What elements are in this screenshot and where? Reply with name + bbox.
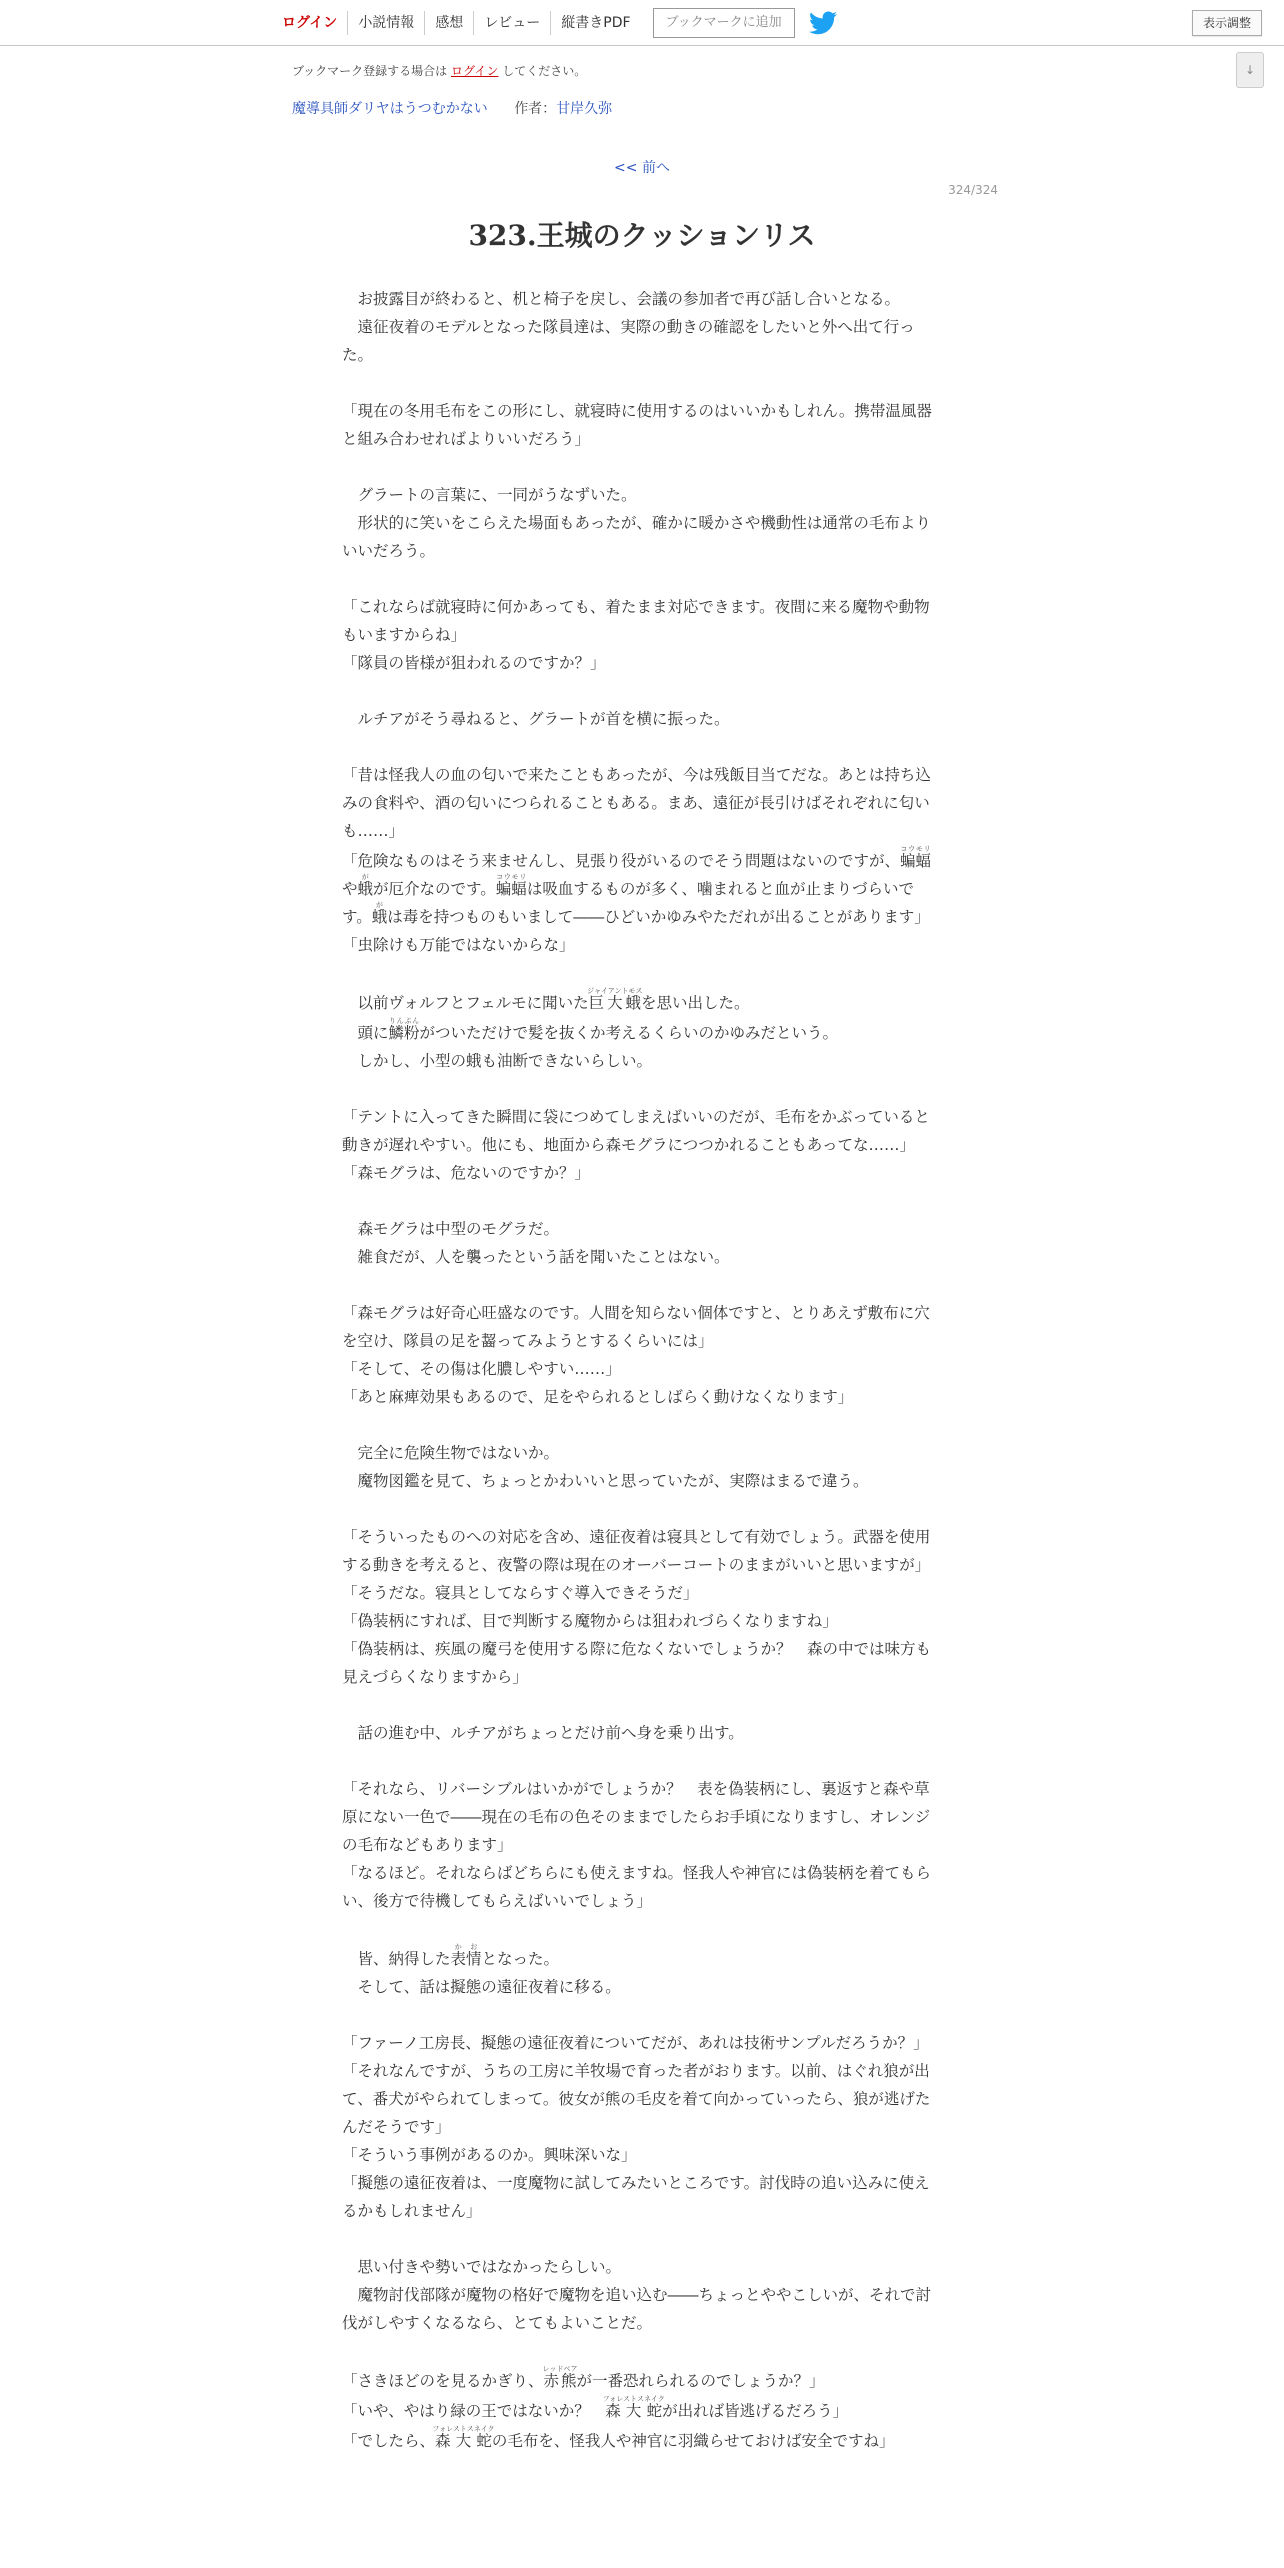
blank-line xyxy=(342,959,942,987)
body-paragraph: 形状的に笑いをこらえた場面もあったが、確かに暖かさや機動性は通常の毛布よりいいだろう。 xyxy=(342,514,931,560)
ruby-text: かお xyxy=(450,1943,482,1951)
author-link[interactable]: 甘岸久弥 xyxy=(556,101,613,117)
body-paragraph: グラートの言葉に、一同がうなずいた。 xyxy=(342,486,637,504)
body-paragraph: 「そして、その傷は化膿しやすい……」 xyxy=(342,1360,621,1378)
text-segment: 「危険なものはそう来ませんし、見張り役がいるのでそう問題はないのですが、 xyxy=(342,852,901,870)
body-paragraph: 「そういったものへの対応を含め、遠征夜着は寝具として有効でしょう。武器を使用する動きを考えると、夜警の際は現在のオーバーコートのままがいいと思いますが」 xyxy=(342,1528,931,1574)
ruby-text: フォレストスネイク xyxy=(602,2395,665,2403)
body-paragraph: お披露目が終わると、机と椅子を戻し、会議の参加者で再び話し合いとなる。 xyxy=(342,290,901,308)
body-paragraph xyxy=(342,845,942,931)
twitter-icon[interactable] xyxy=(809,11,837,35)
nav-login-link[interactable]: ログイン xyxy=(282,15,338,31)
ruby-word xyxy=(450,1943,482,1968)
body-paragraph: 完全に危険生物ではないか。 xyxy=(342,1444,560,1462)
blank-line xyxy=(342,453,942,481)
ruby-word xyxy=(587,987,643,1012)
body-paragraph: そして、話は擬態の遠征夜着に移る。 xyxy=(342,1978,621,1996)
body-paragraph: 「そうだな。寝具としてならすぐ導入できそうだ」 xyxy=(342,1584,699,1602)
ruby-base: 表情 xyxy=(450,1950,482,1968)
nav-vertical-pdf-link[interactable]: 縦書きPDF xyxy=(550,11,640,35)
add-bookmark-button[interactable]: ブックマークに追加 xyxy=(653,8,795,38)
bookmark-note-text: ブックマーク登録する場合は xyxy=(292,64,448,78)
nav-review-link[interactable]: レビュー xyxy=(473,11,550,35)
blank-line xyxy=(342,1747,942,1775)
body-paragraph: 「それなんですが、うちの工房に羊牧場で育った者がおります。以前、はぐれ狼が出て、番犬がやられてしまって。彼女が熊の毛皮を着て向かっていったら、狼が逃げたんだそうです」 xyxy=(342,2062,931,2136)
ruby-text: が xyxy=(357,873,374,881)
body-paragraph: 「そういう事例があるのか。興味深いな」 xyxy=(342,2146,637,2164)
nav-menu xyxy=(272,0,837,46)
ruby-text: コウモリ xyxy=(900,845,932,853)
text-segment: が一番恐れられるのでしょうか？」 xyxy=(576,2372,825,2390)
nav-impressions-link[interactable]: 感想 xyxy=(424,11,473,35)
scroll-down-tab[interactable]: ↓ xyxy=(1236,52,1264,88)
ruby-text: フォレストスネイク xyxy=(432,2425,495,2433)
text-segment: 「でしたら、 xyxy=(342,2432,436,2450)
body-paragraph: 「森モグラは好奇心旺盛なのです。人間を知らない個体ですと、とりあえず敷布に穴を空け、隊員の足を齧ってみようとするくらいには」 xyxy=(342,1304,930,1350)
ruby-base: 蛾 xyxy=(371,908,388,926)
body-paragraph: しかし、小型の蛾も油断できないらしい。 xyxy=(342,1052,653,1070)
body-paragraph xyxy=(342,1017,942,1047)
bookmark-login-note xyxy=(292,62,586,79)
ruby-base: 森大蛇 xyxy=(432,2432,495,2450)
ruby-text: りんぷん xyxy=(388,1017,420,1025)
ruby-text: が xyxy=(371,901,388,909)
body-paragraph: 「昔は怪我人の血の匂いで来たこともあったが、今は残飯目当てだな。あとは持ち込みの食料や、酒の匂いにつられることもある。まあ、遠征が長引けばそれぞれに匂いも……」 xyxy=(342,766,931,840)
prev-page-link-wrap xyxy=(0,157,1284,177)
body-paragraph: 「現在の冬用毛布をこの形にし、就寝時に使用するのはいいかもしれん。携帯温風器と組み合わせればよりいいだろう」 xyxy=(342,402,932,448)
prev-page-link[interactable]: << 前へ xyxy=(614,160,670,176)
text-segment: は吸血するものが多く、噛まれると血が止まりづらいです。 xyxy=(342,880,915,926)
body-paragraph xyxy=(342,2425,942,2455)
blank-line xyxy=(342,1187,942,1215)
blank-line xyxy=(342,1075,942,1103)
blank-line xyxy=(342,565,942,593)
body-paragraph: 「偽装柄にすれば、目で判断する魔物からは狙われづらくなりますね」 xyxy=(342,1612,838,1630)
page-number: 324/324 xyxy=(948,183,998,197)
body-paragraph: 「森モグラは、危ないのですか？」 xyxy=(342,1164,591,1182)
body-paragraph: 「擬態の遠征夜着は、一度魔物に試してみたいところです。討伐時の追い込みに使えるかもしれません」 xyxy=(342,2174,930,2220)
ruby-text: ジャイアントモス xyxy=(587,987,643,995)
text-segment: の毛布を、怪我人や神官に羽織らせておけば安全ですね」 xyxy=(491,2432,895,2450)
body-paragraph: 「ファーノ工房長、擬態の遠征夜着についてだが、あれは技術サンプルだろうか？」 xyxy=(342,2034,929,2052)
body-paragraph: 「なるほど。それならばどちらにも使えますね。怪我人や神官には偽装柄を着てもらい、後方で待機してもらえばいいでしょう」 xyxy=(342,1864,932,1910)
nav-novel-info-link[interactable]: 小説情報 xyxy=(347,11,424,35)
blank-line xyxy=(342,369,942,397)
text-segment: は毒を持つものもいまして――ひどいかゆみやただれが出ることがあります」 xyxy=(387,908,930,926)
body-paragraph xyxy=(342,1943,942,1973)
blank-line xyxy=(342,1495,942,1523)
ruby-word xyxy=(900,845,932,870)
blank-line xyxy=(342,2225,942,2253)
body-paragraph: 「あと麻痺効果もあるので、足をやられるとしばらく動けなくなります」 xyxy=(342,1388,854,1406)
body-paragraph: 思い付きや勢いではなかったらしい。 xyxy=(342,2258,622,2276)
body-paragraph: 「テントに入ってきた瞬間に袋につめてしまえばいいのだが、毛布をかぶっていると動きが遅れやすい。他にも、地面から森モグラにつつかれることもあってな……」 xyxy=(342,1108,930,1154)
body-paragraph xyxy=(342,987,942,1017)
text-segment: が厄介なのです。 xyxy=(373,880,496,898)
novel-title-link[interactable]: 魔導具師ダリヤはうつむかない xyxy=(292,101,488,117)
ruby-base: 巨大蛾 xyxy=(587,994,643,1012)
body-paragraph: 「それなら、リバーシブルはいかがでしょうか？ 表を偽装柄にし、裏返すと森や草原にない一色で――現在の毛布の色そのままでしたらお手頃になりますし、オレンジの毛布などもあります」 xyxy=(342,1780,931,1854)
body-paragraph: 遠征夜着のモデルとなった隊員達は、実際の動きの確認をしたいと外へ出て行った。 xyxy=(342,318,915,364)
body-paragraph: 雑食だが、人を襲ったという話を聞いたことはない。 xyxy=(342,1248,730,1266)
ruby-word xyxy=(357,873,374,898)
text-segment: を思い出した。 xyxy=(641,994,750,1012)
text-segment: 「さきほどのを見るかぎり、 xyxy=(342,2372,544,2390)
author-label: 作者： xyxy=(514,101,557,117)
body-paragraph: 魔物図鑑を見て、ちょっとかわいいと思っていたが、実際はまるで違う。 xyxy=(342,1472,869,1490)
text-segment: が出れば皆逃げるだろう」 xyxy=(662,2402,849,2420)
text-segment: 頭に xyxy=(342,1024,389,1042)
ruby-base: 鱗粉 xyxy=(388,1024,420,1042)
body-paragraph: 話の進む中、ルチアがちょっとだけ前へ身を乗り出す。 xyxy=(342,1724,744,1742)
body-paragraph: 森モグラは中型のモグラだ。 xyxy=(342,1220,560,1238)
ruby-base: 蛾 xyxy=(357,880,374,898)
top-navigation-bar xyxy=(0,0,1284,46)
ruby-base: 蝙蝠 xyxy=(900,852,932,870)
ruby-base: 蝙蝠 xyxy=(495,880,527,898)
body-paragraph xyxy=(342,2395,942,2425)
blank-line xyxy=(342,1271,942,1299)
chapter-body xyxy=(342,285,942,2455)
body-paragraph: 「隊員の皆様が狙われるのですか？」 xyxy=(342,654,606,672)
ruby-word xyxy=(602,2395,665,2420)
ruby-word xyxy=(432,2425,495,2450)
ruby-word xyxy=(371,901,388,926)
blank-line xyxy=(342,1691,942,1719)
ruby-word xyxy=(495,873,527,898)
body-paragraph: ルチアがそう尋ねると、グラートが首を横に振った。 xyxy=(342,710,730,728)
bookmark-note-login-link[interactable]: ログイン xyxy=(451,64,499,78)
display-settings-button[interactable]: 表示調整 xyxy=(1192,10,1262,36)
bookmark-note-text: してください。 xyxy=(502,64,587,78)
blank-line xyxy=(342,1915,942,1943)
body-paragraph xyxy=(342,2365,942,2395)
ruby-word xyxy=(542,2365,578,2390)
ruby-base: 森大蛇 xyxy=(602,2402,665,2420)
blank-line xyxy=(342,2337,942,2365)
novel-meta xyxy=(292,98,612,118)
chapter-title: 323.王城のクッションリス xyxy=(468,219,816,252)
text-segment: となった。 xyxy=(481,1950,560,1968)
blank-line xyxy=(342,1411,942,1439)
ruby-text: コウモリ xyxy=(495,873,527,881)
text-segment: 以前ヴォルフとフェルモに聞いた xyxy=(342,994,589,1012)
body-paragraph: 「虫除けも万能ではないからな」 xyxy=(342,936,575,954)
text-segment: がついただけで髪を抜くか考えるくらいのかゆみだという。 xyxy=(419,1024,839,1042)
body-paragraph: 魔物討伐部隊が魔物の格好で魔物を追い込む――ちょっとややこしいが、それで討伐がしやすくなるなら、とてもよいことだ。 xyxy=(342,2286,932,2332)
blank-line xyxy=(342,2001,942,2029)
ruby-word xyxy=(388,1017,420,1042)
body-paragraph: 「これならば就寝時に何かあっても、着たまま対応できます。夜間に来る魔物や動物もいますからね」 xyxy=(342,598,930,644)
text-segment: 「いや、やはり緑の王ではないか？ xyxy=(342,2402,606,2420)
ruby-base: 赤熊 xyxy=(542,2372,578,2390)
ruby-text: レッドベア xyxy=(542,2365,578,2373)
blank-line xyxy=(342,677,942,705)
text-segment: や xyxy=(342,880,358,898)
body-paragraph: 「偽装柄は、疾風の魔弓を使用する際に危なくないでしょうか？ 森の中では味方も見えづらくなりますから」 xyxy=(342,1640,932,1686)
blank-line xyxy=(342,733,942,761)
text-segment: 皆、納得した xyxy=(342,1950,451,1968)
